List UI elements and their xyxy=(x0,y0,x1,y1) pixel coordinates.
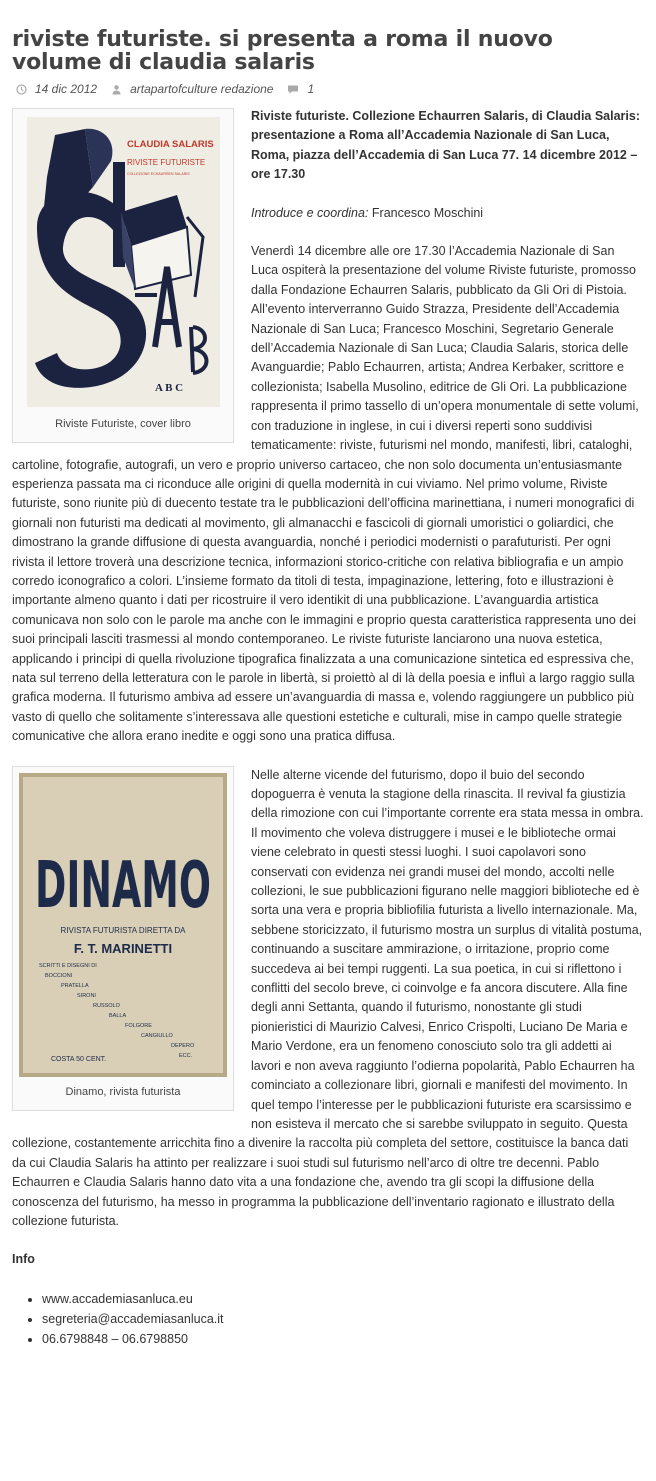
post-comments[interactable] xyxy=(287,82,314,96)
cover1-letters: A B C xyxy=(154,382,183,394)
intro-label: Introduce e coordina: xyxy=(251,205,369,220)
article-paragraph-2: Nelle alterne vicende del futurismo, dopo il buio del secondo dopoguerra è venuta la stagione della rinascita. Il revival fa giustizia della rimozione con cui l’importante corrente era stata messa in ombra. Il movimento che voleva distruggere i musei e le biblioteche ormai viene celebrato in questi stessi luoghi. I suoi capolavori sono conservati con evidenza nei grandi musei del mondo, accolti nelle collezioni, le sue pubblicazioni figurano nelle maggiori biblioteche ed è sorta una vera e propria bibliofilia futurista a livello internazionale. Ma, sebbene storicizzato, il futurismo mostra un surplus di vitalità postuma, continuando a suscitare ammirazione, o irritazione, proprio come succedeva ai bei tempi ruggenti. La sua poetica, in cui si riflettono i conflitti del secolo breve, ci coinvolge e fa ancora discutere. Alla fine degli anni Settanta, quando il futurismo, nonostante gli studi pionieristici di Maurizio Calvesi, Enrico Crispolti, Luciano De Maria e Mario Verdone, era un fenomeno conosciuto solo tra gli addetti ai lavori e non aveva raggiunto l’odierna popolarità, Pablo Echaurren ha cominciato a collezionare libri, giornali e manifesti del movimento. In quel tempo l’interesse per le pubblicazioni futuriste era scarsissimo e non esisteva il mercato che si sarebbe sviluppato in seguito. Questa collezione, costantemente arricchita fino a divenire la raccolta più completa del settore, costituisce la banca dati da cui Claudia Salaris ha attinto per realizzare i suoi studi sul futurismo nell’arco di oltre tre decenni. Pablo Echaurren e Claudia Salaris hanno dato vita a una fondazione che, avendo tra gli scopi la diffusione della conoscenza del futurismo, ha messo in programma la pubblicazione dell’inventario ragionato e illustrato della collezione futurista. xyxy=(12,767,644,1228)
post-comments-count: 1 xyxy=(307,82,315,96)
info-phone: • 06.6798848 – 06.6798850 xyxy=(42,1329,644,1349)
cover-image-riviste-futuriste[interactable] xyxy=(27,117,220,407)
dinamo-contrib-head: SCRITTI E DISEGNI DI xyxy=(39,962,97,969)
cover1-title: RIVISTE FUTURISTE xyxy=(126,158,205,167)
post-date-text: 14 dic 2012 xyxy=(35,82,98,96)
figure-caption: Riviste Futuriste, cover libro xyxy=(55,418,191,430)
info-list xyxy=(12,1289,644,1349)
cover1-subtitle: COLLEZIONE ECHAURREN SALARIS xyxy=(126,172,190,176)
dinamo-editor: F. T. MARINETTI xyxy=(73,940,173,956)
dinamo-name: BOCCIONI xyxy=(45,972,73,979)
dinamo-name: RUSSOLO xyxy=(93,1002,120,1009)
post-title[interactable]: riviste futuriste. si presenta a roma il nuovo volume di claudia salaris xyxy=(12,27,553,75)
dinamo-name: PRATELLA xyxy=(61,982,89,989)
dinamo-name: BALLA xyxy=(109,1012,127,1019)
post-date xyxy=(12,82,97,96)
dinamo-price: COSTA 50 CENT. xyxy=(51,1055,107,1063)
info-email-link[interactable]: • segreteria@accademiasanluca.it xyxy=(42,1309,644,1329)
paragraph-spacer xyxy=(12,747,644,766)
cover-image-dinamo[interactable] xyxy=(21,775,225,1075)
info-website-link[interactable]: • www.accademiasanluca.eu xyxy=(42,1289,644,1309)
user-icon xyxy=(111,84,122,95)
figure-cover-libro xyxy=(12,108,234,443)
article-body xyxy=(12,107,644,1349)
cover1-author: CLAUDIA SALARIS xyxy=(126,139,214,150)
post xyxy=(12,28,644,1349)
dinamo-name: FOLGORE xyxy=(125,1022,152,1029)
intro-name: Francesco Moschini xyxy=(368,205,484,220)
dinamo-name: CANGIULLO xyxy=(141,1032,173,1039)
article-paragraph-1: Venerdì 14 dicembre alle ore 17.30 l’Accademia Nazionale di San Luca ospiterà la presentazione del volume Riviste futuriste, promosso dalla Fondazione Echaurren Salaris, pubblicato da Gli Ori di Pistoia. All’evento interverranno Guido Strazza, Presidente dell’Accademia Nazionale di San Luca; Francesco Moschini, Segretario Generale dell’Accademia Nazionale di San Luca; Claudia Salaris, storica delle Avanguardie; Pablo Echaurren, artista; Andrea Kerbaker, scrittore e collezionista; Isabella Musolino, editrice de Gli Ori. La pubblicazione rappresenta il primo tassello di un’opera monumentale di sette volumi, con traduzione in inglese, in cui i diversi reperti sono suddivisi tematicamente: riviste, futurismi nel mondo, manifesti, libri, cataloghi, cartoline, fotografie, autografi, un vero e proprio universo cartaceo, che non solo documenta un’entusiasmante esperienza passata ma ci riconduce alle origini di quella modernità in cui viviamo. Nel primo volume, Riviste futuriste, sono riunite più di duecento testate tra le pubblicazioni dell’officina marinettiana, i numeri monografici di giornali non futuristi ma dedicati al movimento, gli almanacchi e fascicoli di giornali umoristici o goliardici, che dimostrano la grande diffusione di questa avanguardia, nonché i periodici modernisti o parafuturisti. Per ogni rivista il lettore troverà una descrizione tecnica, informazioni storico-critiche con relativa bibliografia e un ampio corredo iconografico a colori. L’insieme formato da titoli di testa, impaginazione, lettering, foto e illustrazioni è importante almeno quanto i dati per ricostruire il vero identikit di una pubblicazione. L’avanguardia artistica comunicava non solo con le parole ma anche con le immagini e proprio questa caratteristica rappresenta uno dei suoi principali lasciti trasmessi al mondo contemporaneo. Le riviste futuriste lanciarono una nuova estetica, applicando i principi di quella rivoluzione tipografica finalizzata a una comunicazione sintetica ed espressiva che, nata sul terreno della letteratura con le parole in libertà, si proiettò al di là della poesia e influì a largo raggio sulla grafica moderna. Il futurismo ambiva ad essere un’avanguardia di massa e, volendo raggiungere un pubblico più vasto di quello che solitamente s’interessava alle questioni estetiche e culturali, mise in campo quelle strategie comunicative che allora erano inedite e oggi sono una pratica diffusa. xyxy=(12,244,639,744)
dinamo-name: SIRONI xyxy=(77,992,96,999)
post-meta xyxy=(12,78,644,100)
dinamo-name: DEPERO xyxy=(171,1042,195,1049)
info-heading: Info xyxy=(12,1252,35,1267)
comment-icon xyxy=(287,84,299,95)
cover-art-dinamo xyxy=(21,775,225,1075)
dinamo-subtitle: RIVISTA FUTURISTA DIRETTA DA xyxy=(60,925,186,935)
article-lead: Riviste futuriste. Collezione Echaurren Salaris, di Claudia Salaris: presentazione a Roma all’Accademia Nazionale di San Luca, Roma, piazza dell’Accademia di San Luca 77. 14 dicembre 2012 – ore 17.30 xyxy=(251,109,641,182)
figure-dinamo xyxy=(12,766,234,1111)
post-author-text: artapartofculture redazione xyxy=(130,82,274,96)
cover-art-riviste xyxy=(27,117,220,407)
clock-icon xyxy=(16,84,27,95)
post-author[interactable] xyxy=(111,82,273,96)
figure-caption: Dinamo, rivista futurista xyxy=(65,1085,181,1098)
dinamo-name: ECC. xyxy=(179,1052,193,1059)
dinamo-masthead: DINAMO xyxy=(35,848,211,923)
